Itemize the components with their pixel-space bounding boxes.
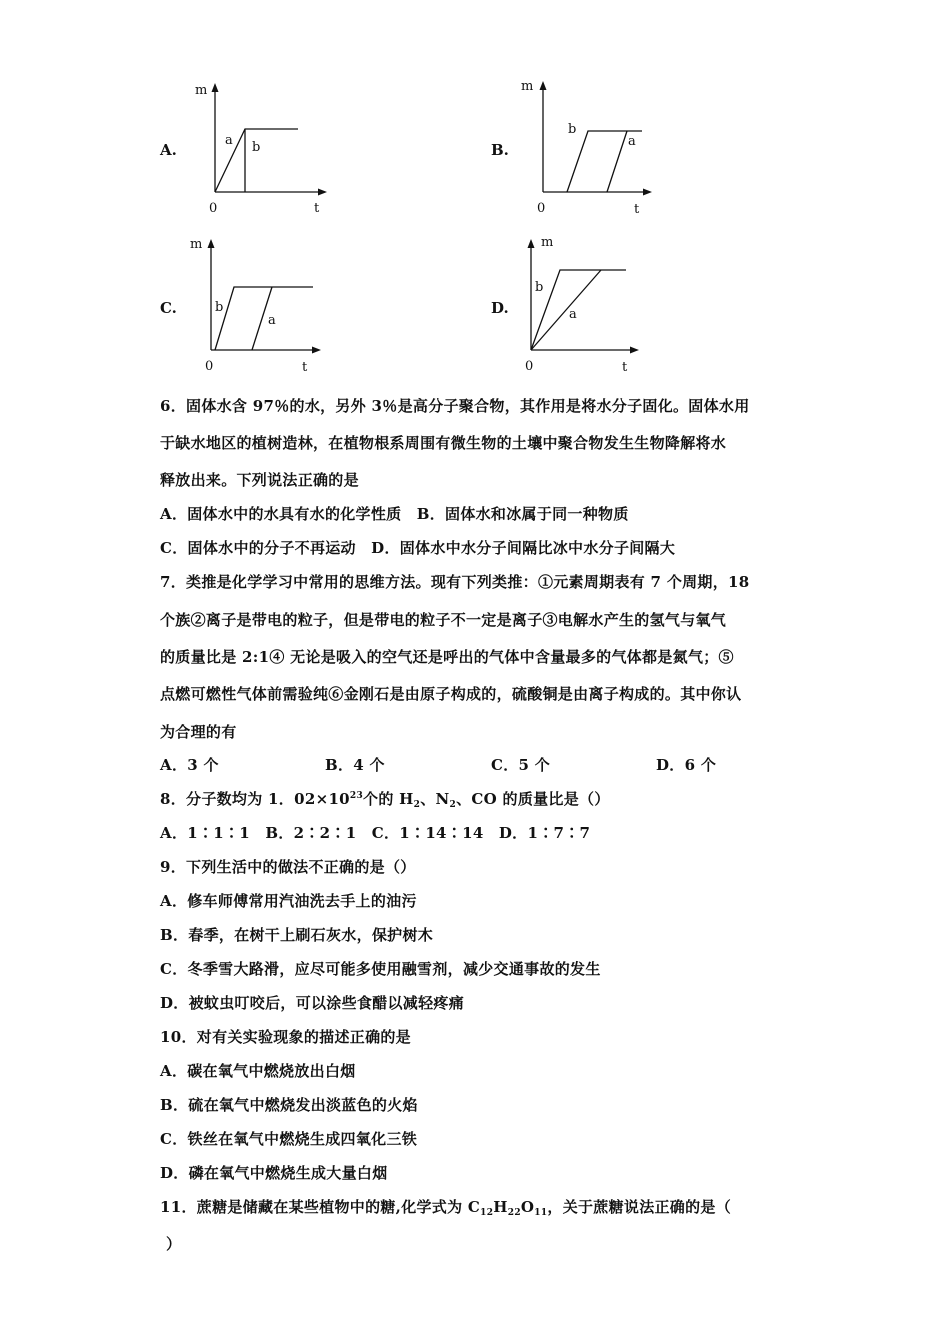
- q11-h: H: [493, 1198, 508, 1216]
- q8-n2-subscript: 2: [449, 800, 457, 810]
- curve-b-label: b: [252, 140, 261, 155]
- q9-stem: 9．下列生活中的做法不正确的是（）: [160, 858, 416, 876]
- q9-option-d: D．被蚊虫叮咬后，可以涂些食醋以减轻疼痛: [160, 994, 465, 1012]
- x-arrow: [630, 347, 639, 354]
- q11-stem: [160, 1196, 731, 1218]
- q11-stem-pre: 11．蔗糖是储藏在某些植物中的糖,化学式为 C: [160, 1198, 481, 1216]
- q7-line1: 7．类推是化学学习中常用的思维方法。现有下列类推：①元素周期表有 7 个周期，18: [160, 573, 750, 591]
- curve-a-label: a: [569, 307, 577, 322]
- q7-option-c: C．5 个: [491, 756, 551, 774]
- q11-o-subscript: 11: [534, 1208, 548, 1218]
- y-arrow: [212, 83, 219, 92]
- y-label: m: [521, 79, 534, 94]
- q8-stem-mid2: 、N: [420, 790, 450, 808]
- q7-option-a: A．3 个: [160, 756, 219, 774]
- graph-d-svg: [508, 234, 658, 374]
- q11-h-subscript: 22: [507, 1208, 521, 1218]
- q11-stem-post: ，关于蔗糖说法正确的是（: [547, 1198, 732, 1216]
- graph-d-letter: D.: [491, 299, 509, 317]
- q10-stem: 10．对有关实验现象的描述正确的是: [160, 1028, 411, 1046]
- q7-line5: 为合理的有: [160, 723, 237, 741]
- graph-a-svg: [190, 80, 340, 220]
- y-label: m: [190, 237, 203, 252]
- graph-b: [517, 78, 667, 222]
- x-arrow: [643, 189, 652, 196]
- curve-a-label: a: [225, 133, 233, 148]
- curve-b-label: b: [215, 300, 224, 315]
- q10-option-b: B．硫在氧气中燃烧发出淡蓝色的火焰: [160, 1096, 418, 1114]
- q7-line4: 点燃可燃性气体前需验纯⑥金刚石是由原子构成的，硫酸铜是由离子构成的。其中你认: [160, 685, 742, 703]
- q11-o: O: [520, 1198, 535, 1216]
- q6-options-ab: A．固体水中的水具有水的化学性质 B．固体水和冰属于同一种物质: [160, 505, 629, 523]
- q7-option-d: D．6 个: [656, 756, 717, 774]
- curve-a-label: a: [628, 134, 636, 149]
- q11-c-subscript: 12: [480, 1208, 494, 1218]
- x-label: t: [622, 360, 628, 375]
- q9-option-c: C．冬季雪大路滑，应尽可能多使用融雪剂，减少交通事故的发生: [160, 960, 601, 978]
- origin-label: 0: [205, 359, 214, 374]
- q8-options: A．1∶1∶1 B．2∶2∶1 C．1∶14∶14 D．1∶7∶7: [160, 824, 591, 842]
- y-arrow: [540, 81, 547, 90]
- origin-label: 0: [525, 359, 534, 374]
- y-label: m: [541, 235, 554, 250]
- x-arrow: [318, 189, 327, 196]
- curve-b-label: b: [535, 280, 544, 295]
- y-arrow: [208, 239, 215, 248]
- origin-label: 0: [209, 201, 218, 216]
- graph-c-svg: [188, 236, 338, 376]
- q8-exponent: 23: [349, 791, 364, 801]
- x-label: t: [314, 201, 320, 216]
- x-arrow: [312, 347, 321, 354]
- q8-stem-post: 、CO 的质量比是（）: [456, 790, 610, 808]
- graph-b-svg: [517, 78, 667, 218]
- q7-option-b: B．4 个: [325, 756, 385, 774]
- q10-option-d: D．磷在氧气中燃烧生成大量白烟: [160, 1164, 388, 1182]
- q6-options-cd: C．固体水中的分子不再运动 D．固体水中水分子间隔比冰中水分子间隔大: [160, 539, 676, 557]
- q6-line1: 6．固体水含 97％的水，另外 3％是高分子聚合物，其作用是将水分子固化。固体水用: [160, 397, 750, 415]
- q8-stem-mid1: 个的 H: [363, 790, 414, 808]
- q8-stem-pre: 8．分子数均为 1．02×10: [160, 790, 350, 808]
- graph-b-letter: B.: [491, 141, 509, 159]
- q9-option-a: A．修车师傅常用汽油洗去手上的油污: [160, 892, 417, 910]
- graph-c: [188, 236, 338, 380]
- origin-label: 0: [537, 201, 546, 216]
- q8-h2-subscript: 2: [413, 800, 421, 810]
- q10-option-a: A．碳在氧气中燃烧放出白烟: [160, 1062, 356, 1080]
- q8-stem: [160, 788, 610, 810]
- x-label: t: [634, 202, 640, 217]
- q7-line2: 个族②离子是带电的粒子，但是带电的粒子不一定是离子③电解水产生的氢气与氧气: [160, 611, 727, 629]
- curve-b: [215, 287, 313, 350]
- q11-close-paren: ）: [166, 1235, 182, 1253]
- y-arrow: [528, 239, 535, 248]
- graph-d: [508, 234, 658, 378]
- curve-a-label: a: [268, 313, 276, 328]
- q6-line3: 释放出来。下列说法正确的是: [160, 471, 359, 489]
- curve-a: [607, 131, 627, 192]
- q10-option-c: C．铁丝在氧气中燃烧生成四氧化三铁: [160, 1130, 418, 1148]
- graph-a: [190, 80, 340, 224]
- curve-b: [531, 270, 626, 350]
- graph-a-letter: A.: [160, 141, 177, 159]
- y-label: m: [195, 83, 208, 98]
- q9-option-b: B．春季，在树干上刷石灰水，保护树木: [160, 926, 434, 944]
- q6-line2: 于缺水地区的植树造林，在植物根系周围有微生物的土壤中聚合物发生生物降解将水: [160, 434, 727, 452]
- q7-line3: 的质量比是 2:1④ 无论是吸入的空气还是呼出的气体中含量最多的气体都是氮气；⑤: [160, 648, 734, 666]
- curve-b-label: b: [568, 122, 577, 137]
- graph-c-letter: C.: [160, 299, 177, 317]
- x-label: t: [302, 360, 308, 375]
